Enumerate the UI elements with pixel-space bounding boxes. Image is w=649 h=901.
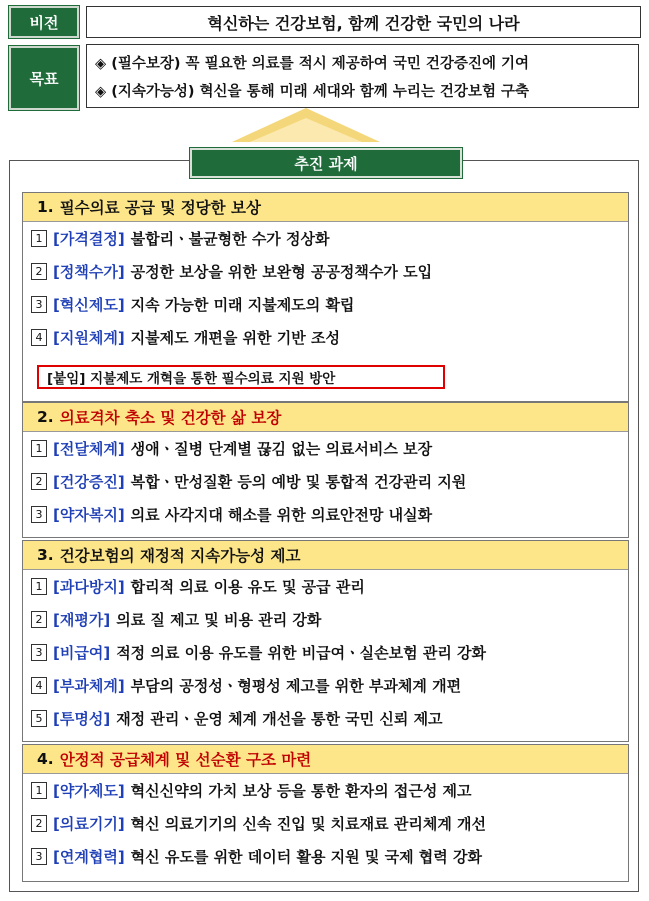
list-item (23, 288, 628, 321)
item-desc: 지불제도 개편을 위한 기반 조성 (130, 329, 340, 347)
section-title: 의료격차 축소 및 건강한 삶 보장 (59, 409, 282, 427)
item-tag: [비급여] (53, 644, 111, 662)
item-tag: [의료기기] (53, 815, 125, 833)
item-tag: [재평가] (53, 611, 111, 629)
item-tag: [지원체계] (53, 329, 125, 347)
number-box: 2 (31, 815, 47, 832)
item-tag: [전달체계] (53, 440, 125, 458)
list-item (23, 603, 628, 636)
number-box: 1 (31, 578, 47, 595)
item-desc: 공정한 보상을 위한 보완형 공공정책수가 도입 (130, 263, 433, 281)
section-number: 2. (37, 408, 54, 426)
vision-text: 혁신하는 건강보험, 함께 건강한 국민의 나라 (86, 6, 641, 38)
attachment-box: [붙임] 지불제도 개혁을 통한 필수의료 지원 방안 (37, 365, 445, 389)
section-3 (22, 540, 629, 742)
number-box: 5 (31, 710, 47, 727)
item-desc: 의료 사각지대 해소를 위한 의료안전망 내실화 (130, 506, 433, 524)
number-box: 1 (31, 440, 47, 457)
list-item (23, 702, 628, 735)
section-title: 필수의료 공급 및 정당한 보상 (59, 199, 261, 217)
item-desc: 혁신신약의 가치 보상 등을 통한 환자의 접근성 제고 (130, 782, 472, 800)
list-item (23, 222, 628, 255)
item-desc: 혁신 의료기기의 신속 진입 및 치료재료 관리체계 개선 (130, 815, 487, 833)
goal-label: 목표 (9, 46, 79, 110)
item-desc: 재정 관리ㆍ운영 체계 개선을 통한 국민 신뢰 제고 (116, 710, 443, 728)
section-number: 3. (37, 546, 54, 564)
section-heading (23, 745, 628, 774)
item-tag: [건강증진] (53, 473, 125, 491)
item-desc: 지속 가능한 미래 지불제도의 확립 (130, 296, 355, 314)
section-1 (22, 192, 629, 402)
number-box: 3 (31, 848, 47, 865)
list-item (23, 669, 628, 702)
push-title: 추진 과제 (190, 148, 462, 178)
section-heading (23, 403, 628, 432)
number-box: 1 (31, 230, 47, 247)
list-item (23, 498, 628, 531)
item-tag: [투명성] (53, 710, 111, 728)
section-title: 안정적 공급체계 및 선순환 구조 마련 (59, 751, 312, 769)
list-item (23, 636, 628, 669)
list-item (23, 774, 628, 807)
item-desc: 적정 의료 이용 유도를 위한 비급여ㆍ실손보험 관리 강화 (116, 644, 487, 662)
vision-label: 비전 (9, 6, 79, 38)
item-desc: 부담의 공정성ㆍ형평성 제고를 위한 부과체계 개편 (130, 677, 462, 695)
section-number: 4. (37, 750, 54, 768)
up-arrow-highlight (250, 118, 362, 142)
item-tag: [과다방지] (53, 578, 125, 596)
section-2 (22, 402, 629, 538)
list-item (23, 321, 628, 354)
section-heading (23, 541, 628, 570)
item-tag: [혁신제도] (53, 296, 125, 314)
list-item (23, 465, 628, 498)
list-item (23, 807, 628, 840)
number-box: 2 (31, 473, 47, 490)
item-tag: [약가제도] (53, 782, 125, 800)
item-tag: [연계협력] (53, 848, 125, 866)
list-item (23, 255, 628, 288)
item-desc: 의료 질 제고 및 비용 관리 강화 (116, 611, 322, 629)
item-desc: 생애ㆍ질병 단계별 끊김 없는 의료서비스 보장 (130, 440, 433, 458)
section-number: 1. (37, 198, 54, 216)
number-box: 2 (31, 611, 47, 628)
item-desc: 합리적 의료 이용 유도 및 공급 관리 (130, 578, 365, 596)
list-item (23, 570, 628, 603)
section-4 (22, 744, 629, 882)
item-tag: [정책수가] (53, 263, 125, 281)
item-tag: [부과체계] (53, 677, 125, 695)
list-item (23, 840, 628, 873)
item-desc: 복합ㆍ만성질환 등의 예방 및 통합적 건강관리 지원 (130, 473, 467, 491)
item-tag: [약자복지] (53, 506, 125, 524)
number-box: 4 (31, 677, 47, 694)
number-box: 3 (31, 644, 47, 661)
item-desc: 불합리ㆍ불균형한 수가 정상화 (130, 230, 330, 248)
goal-box (86, 44, 639, 108)
list-item (23, 432, 628, 465)
section-heading (23, 193, 628, 222)
number-box: 3 (31, 296, 47, 313)
number-box: 1 (31, 782, 47, 799)
item-desc: 혁신 유도를 위한 데이터 활용 지원 및 국제 협력 강화 (130, 848, 482, 866)
goal-line-1: ◈ (필수보장) 꼭 필요한 의료를 적시 제공하여 국민 건강증진에 기여 (95, 56, 530, 72)
number-box: 2 (31, 263, 47, 280)
goal-line-2: ◈ (지속가능성) 혁신을 통해 미래 세대와 함께 누리는 건강보험 구축 (95, 84, 530, 100)
number-box: 4 (31, 329, 47, 346)
item-tag: [가격결정] (53, 230, 125, 248)
section-title: 건강보험의 재정적 지속가능성 제고 (59, 547, 301, 565)
number-box: 3 (31, 506, 47, 523)
